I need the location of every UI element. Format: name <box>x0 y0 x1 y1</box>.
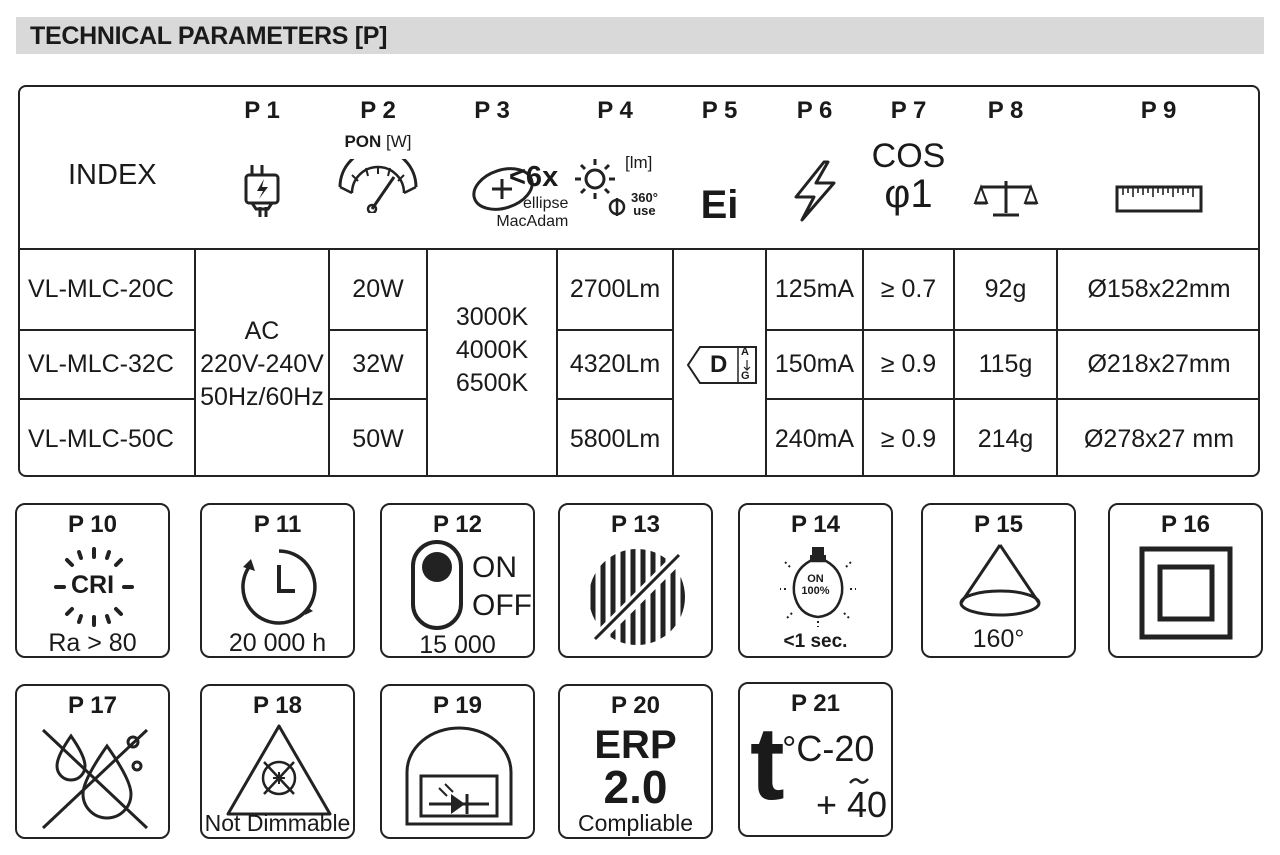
erp-version: 2.0 <box>603 761 668 813</box>
lifetime-clock-icon <box>237 545 321 629</box>
lumen-cell: 4320Lm <box>569 350 661 378</box>
angle-value: 360° <box>631 190 658 205</box>
header-p3 <box>427 87 569 249</box>
color-temp-cell <box>428 250 556 450</box>
supply-voltage: 220V-240V <box>200 350 324 378</box>
param-box-p13 <box>558 503 713 658</box>
box-caption: Ra > 80 <box>48 629 137 657</box>
header-label: P 3 <box>474 97 510 124</box>
power-supply-cell <box>196 250 328 477</box>
header-label: P 4 <box>597 97 633 124</box>
erp-text: ERP <box>594 723 677 767</box>
current-cell: 125mA <box>774 275 855 303</box>
tilde-icon <box>848 776 870 786</box>
color-temp: 4000K <box>455 335 529 364</box>
color-temp: 6500K <box>455 368 529 397</box>
hatched-circle-icon <box>585 545 689 649</box>
not-dimmable-icon <box>224 722 334 818</box>
header-p5 <box>673 87 766 249</box>
current-cell: 150mA <box>774 350 855 378</box>
weight-cell: 115g <box>978 350 1033 378</box>
box-label: P 11 <box>253 511 302 538</box>
beam-360-icon <box>607 197 627 217</box>
box-label: P 19 <box>433 692 482 719</box>
parameters-table <box>18 85 1260 477</box>
angle-text <box>631 191 658 217</box>
box-label: P 16 <box>1161 511 1210 538</box>
box-caption: 15 000 <box>419 631 496 658</box>
current-cell: 240mA <box>774 425 855 453</box>
header-label: P 1 <box>244 97 280 124</box>
box-label: P 21 <box>791 690 840 717</box>
no-water-drops-icon <box>35 724 155 834</box>
box-label: P 10 <box>68 511 117 538</box>
header-label: P 9 <box>1140 97 1177 124</box>
pon-label <box>319 132 437 152</box>
header-label: P 8 <box>987 97 1024 124</box>
model-cell: VL-MLC-50C <box>28 425 174 453</box>
phi-text: φ1 <box>884 172 933 216</box>
ruler-icon <box>1115 185 1203 215</box>
param-box-p12 <box>380 503 535 658</box>
header-p7 <box>863 87 954 249</box>
supply-frequency: 50Hz/60Hz <box>200 383 324 411</box>
plug-icon <box>242 161 282 221</box>
header-label: P 2 <box>360 97 396 124</box>
param-box-p17 <box>15 684 170 839</box>
class-ii-insulation-icon <box>1138 545 1234 641</box>
power-factor-icon <box>863 137 954 216</box>
box-caption: <1 sec. <box>783 631 848 652</box>
current-bolt-icon <box>788 159 842 223</box>
param-box-p20 <box>558 684 713 839</box>
cri-text: CRI <box>70 571 115 599</box>
temperature-low: °C-20 <box>782 728 875 769</box>
box-caption: Not Dimmable <box>204 810 351 836</box>
divider <box>672 248 674 477</box>
param-box-p14 <box>738 503 893 658</box>
weight-scale-icon <box>973 177 1039 219</box>
energy-class-label <box>686 345 758 385</box>
header-p4 <box>557 87 673 249</box>
param-box-p16 <box>1108 503 1263 658</box>
box-label: P 13 <box>611 511 660 538</box>
pon-text: PON <box>344 132 382 151</box>
param-box-p15 <box>921 503 1076 658</box>
box-caption: 160° <box>972 625 1025 653</box>
box-label: P 17 <box>68 692 117 719</box>
header-p6 <box>766 87 863 249</box>
param-box-p18 <box>200 684 355 839</box>
index-label: INDEX <box>68 159 157 191</box>
power-cell: 20W <box>352 275 404 303</box>
macadam-value: <6x <box>509 161 559 193</box>
model-cell: VL-MLC-20C <box>28 275 174 303</box>
header-p9 <box>1057 87 1260 249</box>
page-title: TECHNICAL PARAMETERS [P] <box>30 22 388 50</box>
lumen-cell: 5800Lm <box>569 425 661 453</box>
header-p1 <box>195 87 329 249</box>
macadam-line1: ellipse <box>523 195 569 212</box>
energy-class-icon: Ei <box>700 183 739 227</box>
header-label: P 7 <box>890 97 927 124</box>
switch-on: ON <box>472 551 517 584</box>
macadam-line2: MacAdam <box>496 213 569 230</box>
dimension-cell: Ø278x27 mm <box>1083 425 1235 453</box>
box-label: P 14 <box>791 511 840 538</box>
angle-sub: use <box>633 203 656 218</box>
dimension-cell: Ø218x27mm <box>1087 350 1231 378</box>
luminous-flux-icon <box>571 155 619 203</box>
dimension-cell: Ø158x22mm <box>1087 275 1231 303</box>
power-meter-icon <box>336 159 420 213</box>
switch-text <box>472 549 532 625</box>
box-label: P 15 <box>974 511 1023 538</box>
header-p8 <box>954 87 1057 249</box>
param-box-p11 <box>200 503 355 658</box>
title-bar <box>16 17 1264 54</box>
bulb-on: ON <box>807 573 824 585</box>
pon-unit: [W] <box>386 132 412 151</box>
led-driver-icon <box>399 726 519 826</box>
lumen-unit: [lm] <box>625 153 653 172</box>
supply-type: AC <box>244 317 280 345</box>
box-caption: Compliable <box>577 810 694 836</box>
color-temp: 3000K <box>455 302 529 331</box>
lumen-cell: 2700Lm <box>569 275 661 303</box>
param-box-p19 <box>380 684 535 839</box>
power-cell: 32W <box>352 350 404 378</box>
bulb-percent: 100% <box>801 585 830 597</box>
energy-range-bottom: G <box>741 370 750 382</box>
temperature-t: t <box>750 706 785 822</box>
power-factor-cell: ≥ 0.7 <box>880 275 937 303</box>
model-cell: VL-MLC-32C <box>28 350 174 378</box>
beam-angle-cone-icon <box>955 541 1045 621</box>
weight-cell: 92g <box>984 275 1027 303</box>
bulb-text <box>740 573 891 597</box>
param-box-p21 <box>738 682 893 837</box>
erp-icon <box>560 723 711 813</box>
energy-range-top: A <box>741 346 749 358</box>
header-label: P 5 <box>701 97 738 124</box>
header-label: P 6 <box>796 97 833 124</box>
param-box-p10 <box>15 503 170 658</box>
switch-off: OFF <box>472 589 532 622</box>
box-label: P 18 <box>253 692 302 719</box>
box-label: P 20 <box>611 692 660 719</box>
cos-text: COS <box>871 137 946 175</box>
power-cell: 50W <box>352 425 404 453</box>
energy-class-letter: D <box>710 351 728 378</box>
switch-cycles-icon <box>410 539 464 631</box>
temperature-high: + 40 <box>816 784 888 825</box>
header-p2 <box>329 87 427 249</box>
power-factor-cell: ≥ 0.9 <box>880 425 937 453</box>
box-label: P 12 <box>433 511 482 538</box>
weight-cell: 214g <box>977 425 1034 453</box>
power-factor-cell: ≥ 0.9 <box>880 350 937 378</box>
box-caption: 20 000 h <box>228 629 327 657</box>
